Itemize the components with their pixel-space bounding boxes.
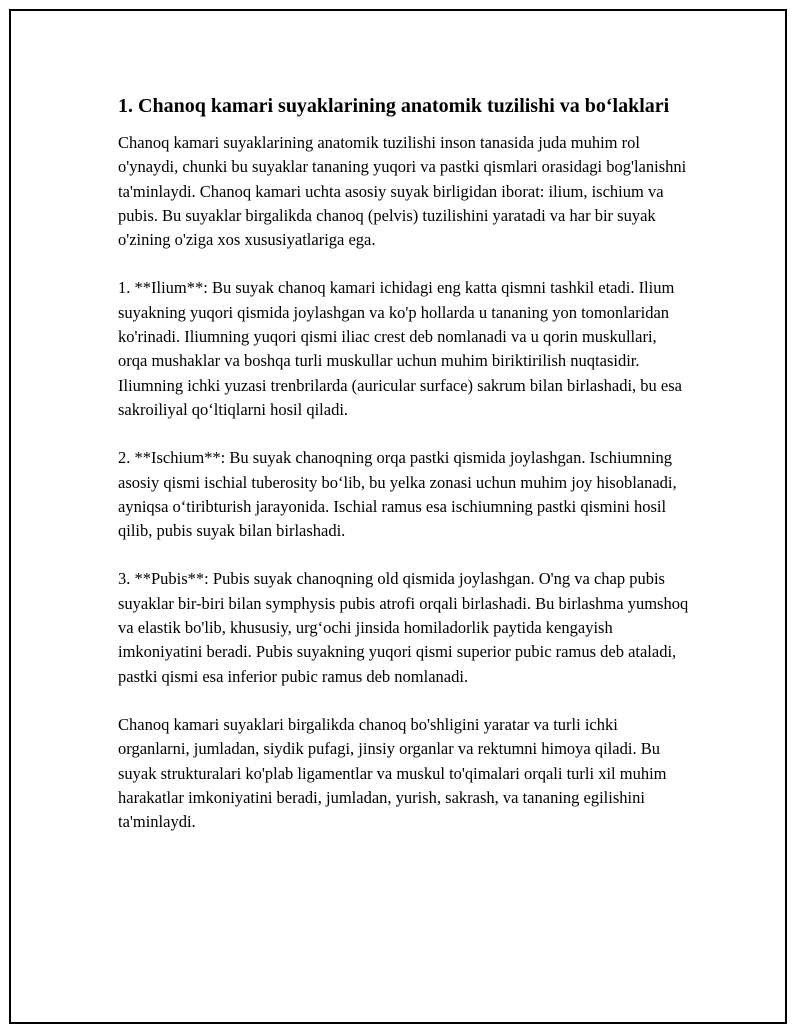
ischium-paragraph: 2. **Ischium**: Bu suyak chanoqning orqa pastki qismida joylashgan. Ischiumning asosiy qismi ischial tuberosity bo‘lib, bu yelka zonasi uchun muhim joy hisoblanadi, ayniqsa o‘tiribturish jarayonida. Ischial ramus esa ischiumning pastki qismini hosil qilib, pubis suyak bilan birlashadi. (118, 448, 677, 541)
section-heading: 1. Chanoq kamari suyaklarining anatomik tuzilishi va bo‘laklari (118, 95, 670, 117)
conclusion-paragraph: Chanoq kamari suyaklari birgalikda chanoq bo'shligini yaratar va turli ichki organlarni, jumladan, siydik pufagi, jinsiy organlar va rektumni himoya qiladi. Bu suyak strukturalari ko'plab ligamentlar va muskul to'qimalari orqali turli xil muhim harakatlar imkoniyatini beradi, jumladan, yurish, sakrash, va tananing egilishini ta'minlaydi. (118, 714, 667, 832)
ilium-paragraph: 1. **Ilium**: Bu suyak chanoq kamari ichidagi eng katta qismni tashkil etadi. Ilium suyakning yuqori qismida joylashgan va ko'p hollarda u tananing yon tomonlaridan ko'rinadi. Iliumning yuqori qismi iliac crest deb nomlanadi va u qorin muskullari, orqa mushaklar va boshqa turli muskullar uchun muhim biriktirilish nuqtasidir. Iliumning ichki yuzasi trenbrilarda (auricular surface) sakrum bilan birlashadi, bu esa sakroiliyal qo‘ltiqlarni hosil qiladi. (118, 278, 683, 419)
pubis-paragraph: 3. **Pubis**: Pubis suyak chanoqning old qismida joylashgan. O'ng va chap pubis suyaklar bir-biri bilan symphysis pubis atrofi orqali birlashadi. Bu birlashma yumshoq va elastik bo'lib, khususiy, urg‘ochi jinsida homiladorlik paytida kengayish imkoniyatini beradi. Pubis suyakning yuqori qismi superior pubic ramus deb ataladi, pastki qismi esa inferior pubic ramus deb nomlanadi. (118, 569, 689, 686)
document-body (118, 93, 690, 858)
intro-paragraph: Chanoq kamari suyaklarining anatomik tuzilishi inson tanasida juda muhim rol o'ynaydi, chunki bu suyaklar tananing yuqori va pastki qismlari orasidagi bog'lanishni ta'minlaydi. Chanoq kamari uchta asosiy suyak birligidan iborat: ilium, ischium va pubis. Bu suyaklar birgalikda chanoq (pelvis) tuzilishini yaratadi va har bir suyak o'zining o'ziga xos xususiyatlariga ega. (118, 133, 687, 250)
